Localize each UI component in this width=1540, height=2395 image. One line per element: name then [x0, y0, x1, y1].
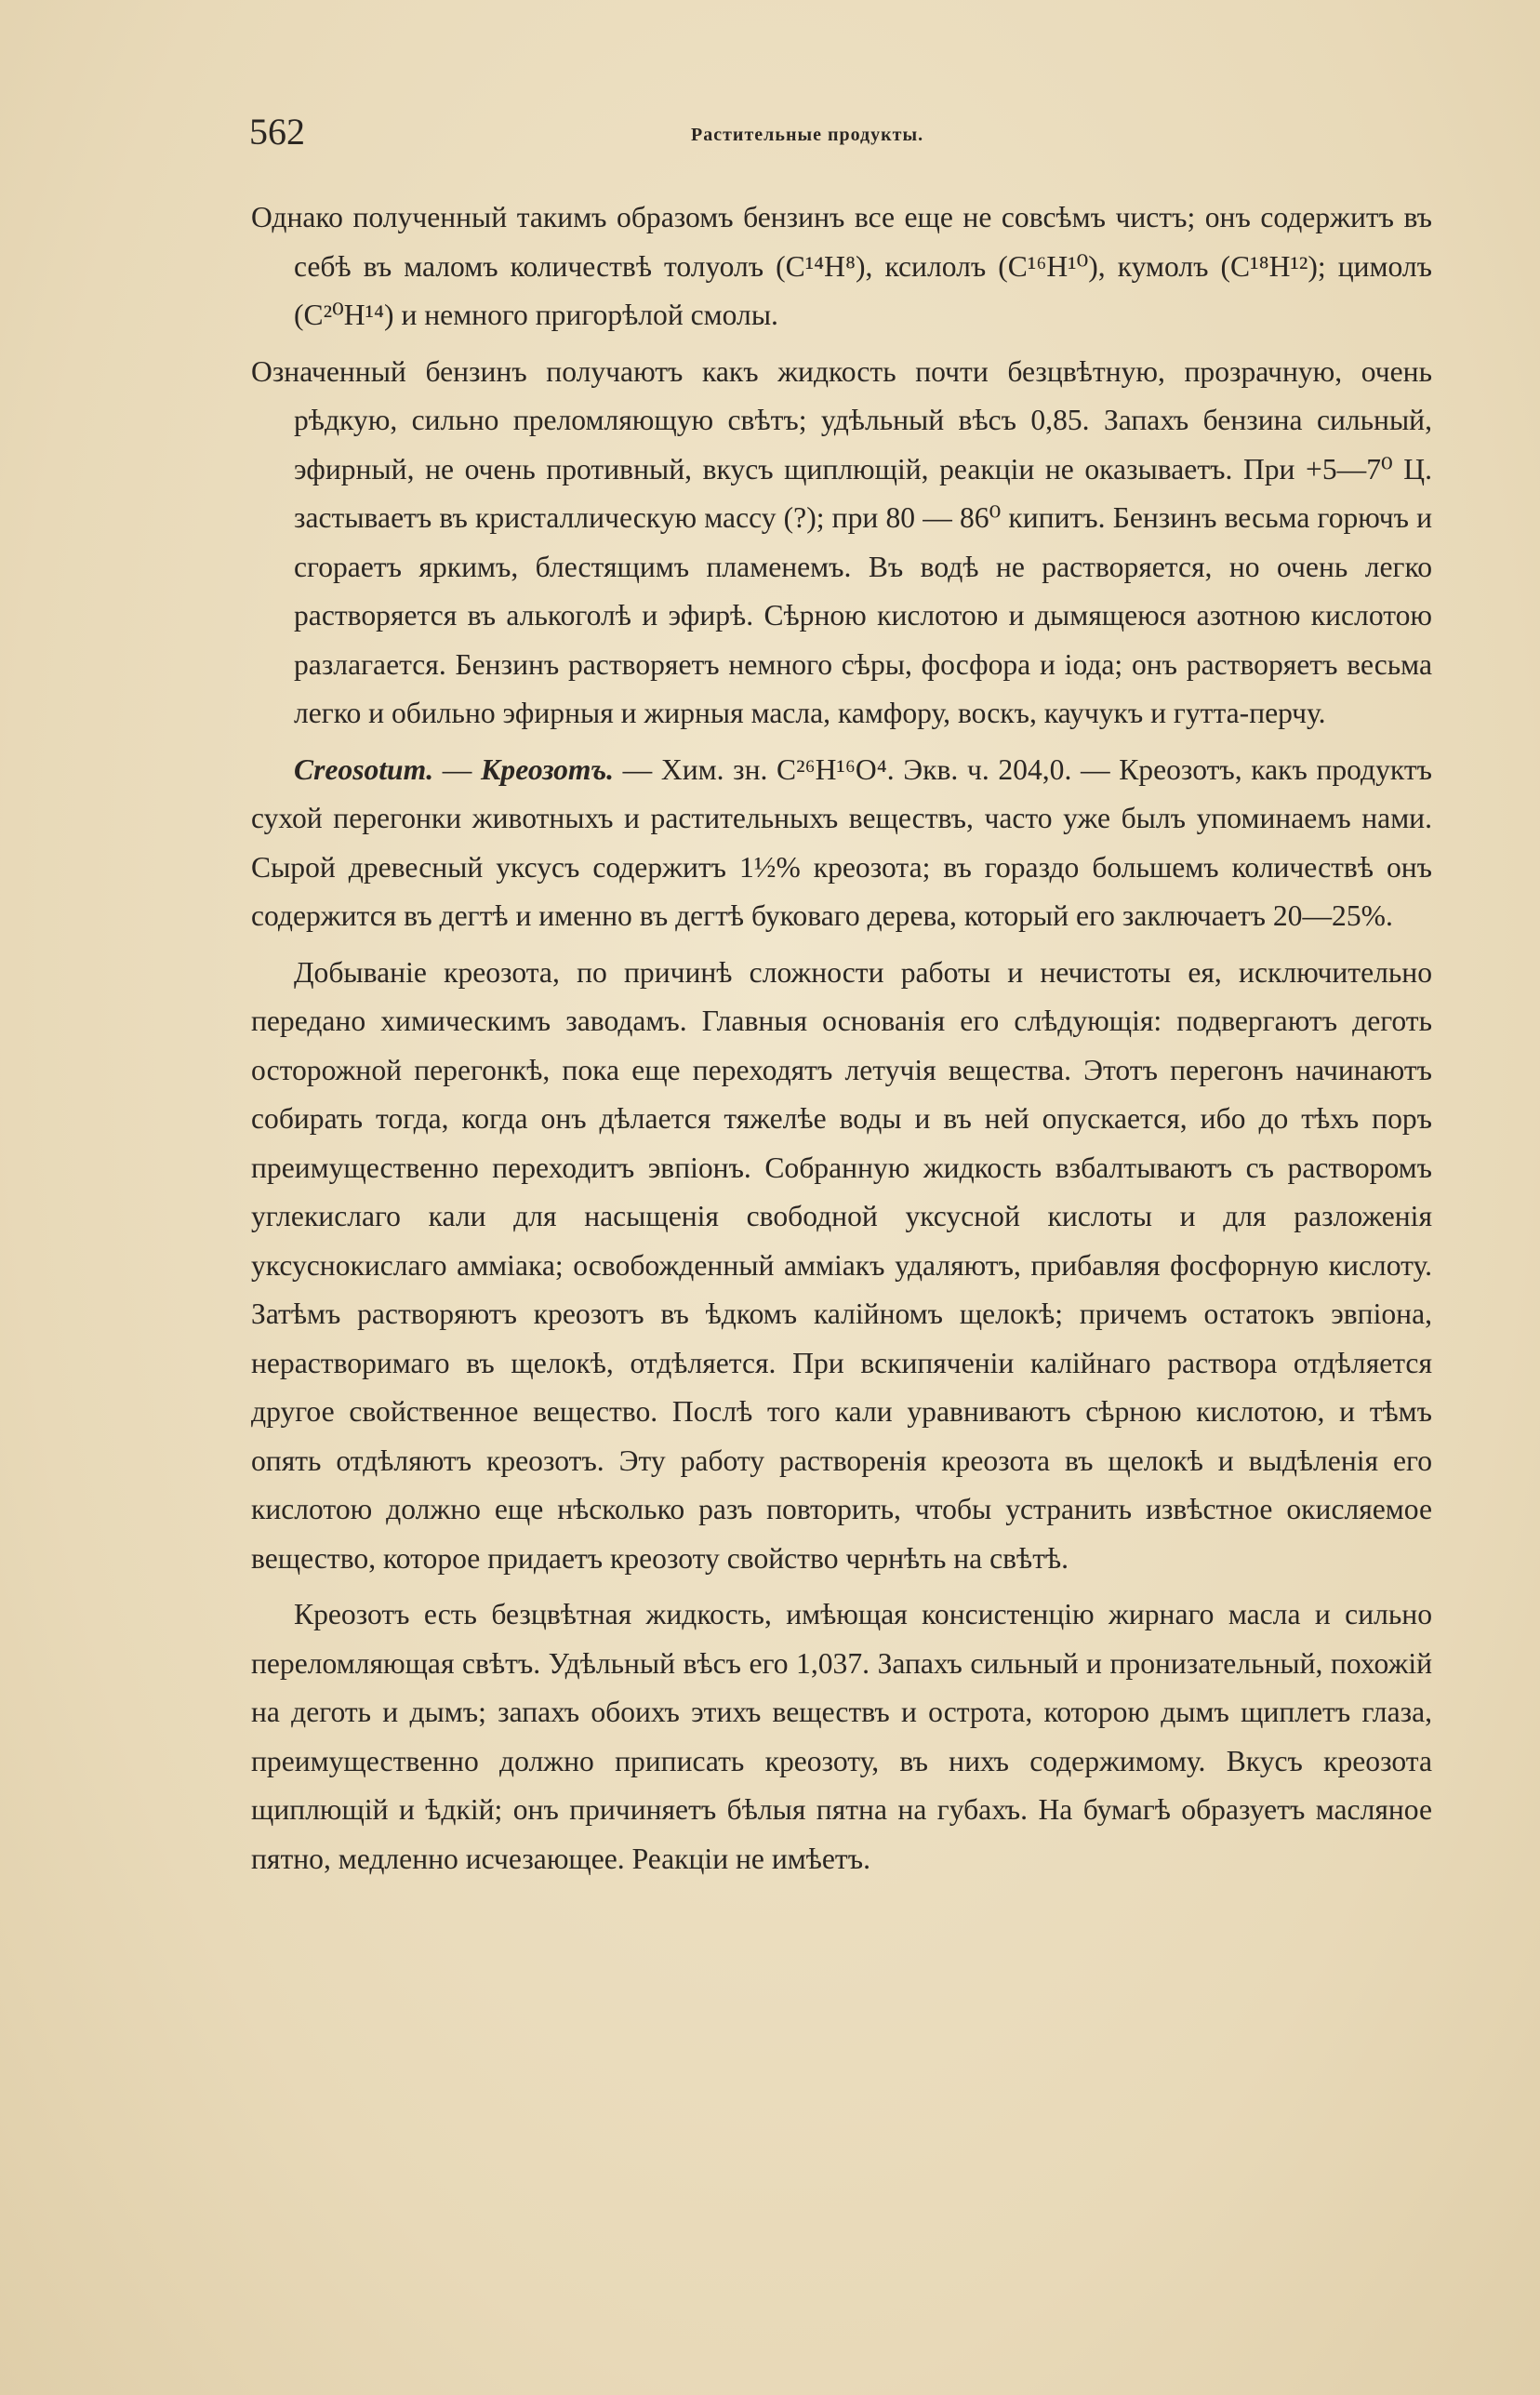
body-text	[251, 193, 1432, 1891]
running-title: Растительные продукты.	[691, 125, 924, 145]
paragraph-benzene-impurities: Однако полученный такимъ образомъ бензинъ все еще не совсѣмъ чистъ; онъ содержитъ въ себѣ въ маломъ количествѣ толуолъ (C¹⁴H⁸), ксилолъ (C¹⁶H¹⁰), кумолъ (C¹⁸H¹²); цимолъ (C²⁰H¹⁴) и немного пригорѣлой смолы.	[251, 201, 1432, 331]
latin-heading: Creosotum.	[294, 752, 434, 786]
page-number: 562	[249, 111, 305, 153]
russian-heading: Креозотъ.	[480, 752, 615, 786]
page-header	[249, 110, 1430, 166]
paragraph-creosote-heading	[251, 746, 1432, 941]
paragraph-creosote-production: Добываніе креозота, по причинѣ сложности работы и нечистоты ея, исключительно передано химическимъ заводамъ. Главныя основанія его слѣдующія: подвергаютъ деготь осторожной перегонкѣ, пока еще переходятъ летучія вещества. Этотъ перегонъ начинаютъ собирать тогда, когда онъ дѣлается тяжелѣе воды и въ ней опускается, ибо до тѣхъ поръ преимущественно переходитъ эвпіонъ. Собранную жидкость взбалтываютъ съ растворомъ углекислаго кали для насыщенія свободной уксусной кислоты и для разложенія уксуснокислаго амміака; освобожденный амміакъ удаляютъ, прибавляя фосфорную кислоту. Затѣмъ растворяютъ креозотъ въ ѣдкомъ калійномъ щелокѣ; причемъ остатокъ эвпіона, нерастворимаго въ щелокѣ, отдѣляется. При вскипяченіи калійнаго раствора отдѣляется другое свойственное вещество. Послѣ того кали уравниваютъ сѣрною кислотою, и тѣмъ опять отдѣляютъ креозотъ. Эту работу растворенія креозота въ щелокѣ и выдѣленія его кислотою должно еще нѣсколько разъ повторить, чтобы устранить извѣстное окисляемое вещество, которое придаетъ креозоту свойство чернѣть на свѣтѣ.	[251, 955, 1432, 1575]
heading-separator: —	[433, 752, 481, 786]
paragraph-benzene-properties: Означенный бензинъ получаютъ какъ жидкость почти безцвѣтную, прозрачную, очень рѣдкую, сильно преломляющую свѣтъ; удѣльный вѣсъ 0,85. Запахъ бензина сильный, эфирный, не очень противный, вкусъ щиплющій, реакціи не оказываетъ. При +5—7⁰ Ц. застываетъ въ кристаллическую массу (?); при 80 — 86⁰ кипитъ. Бензинъ весьма горючъ и сгораетъ яркимъ, блестящимъ пламенемъ. Въ водѣ не растворяется, но очень легко растворяется въ алькоголѣ и эфирѣ. Сѣрною кислотою и дымящеюся азотною кислотою разлагается. Бензинъ растворяетъ немного сѣры, фосфора и іода; онъ растворяетъ весьма легко и обильно эфирныя и жирныя масла, камфору, воскъ, каучукъ и гутта-перчу.	[251, 354, 1432, 729]
creosote-intro-text: — Хим. зн. C²⁶H¹⁶O⁴. Экв. ч. 204,0. — Креозотъ, какъ продуктъ сухой перегонки животныхъ и растительныхъ веществъ, часто уже былъ упоминаемъ нами. Сырой древесный уксусъ содержитъ 1½% креозота; въ гораздо большемъ количествѣ онъ содержится въ дегтѣ и именно въ дегтѣ буковаго дерева, который его заключаетъ 20—25%.	[251, 752, 1433, 932]
paragraph-creosote-properties: Креозотъ есть безцвѣтная жидкость, имѣющая консистенцію жирнаго масла и сильно переломляющая свѣтъ. Удѣльный вѣсъ его 1,037. Запахъ сильный и пронизательный, похожій на деготь и дымъ; запахъ обоихъ этихъ веществъ и острота, которою дымъ щиплетъ глаза, преимущественно должно приписать креозоту, въ нихъ содержимому. Вкусъ креозота щиплющій и ѣдкій; онъ причиняетъ бѣлыя пятна на губахъ. На бумагѣ образуетъ масляное пятно, медленно исчезающее. Реакціи не имѣетъ.	[251, 1598, 1432, 1875]
